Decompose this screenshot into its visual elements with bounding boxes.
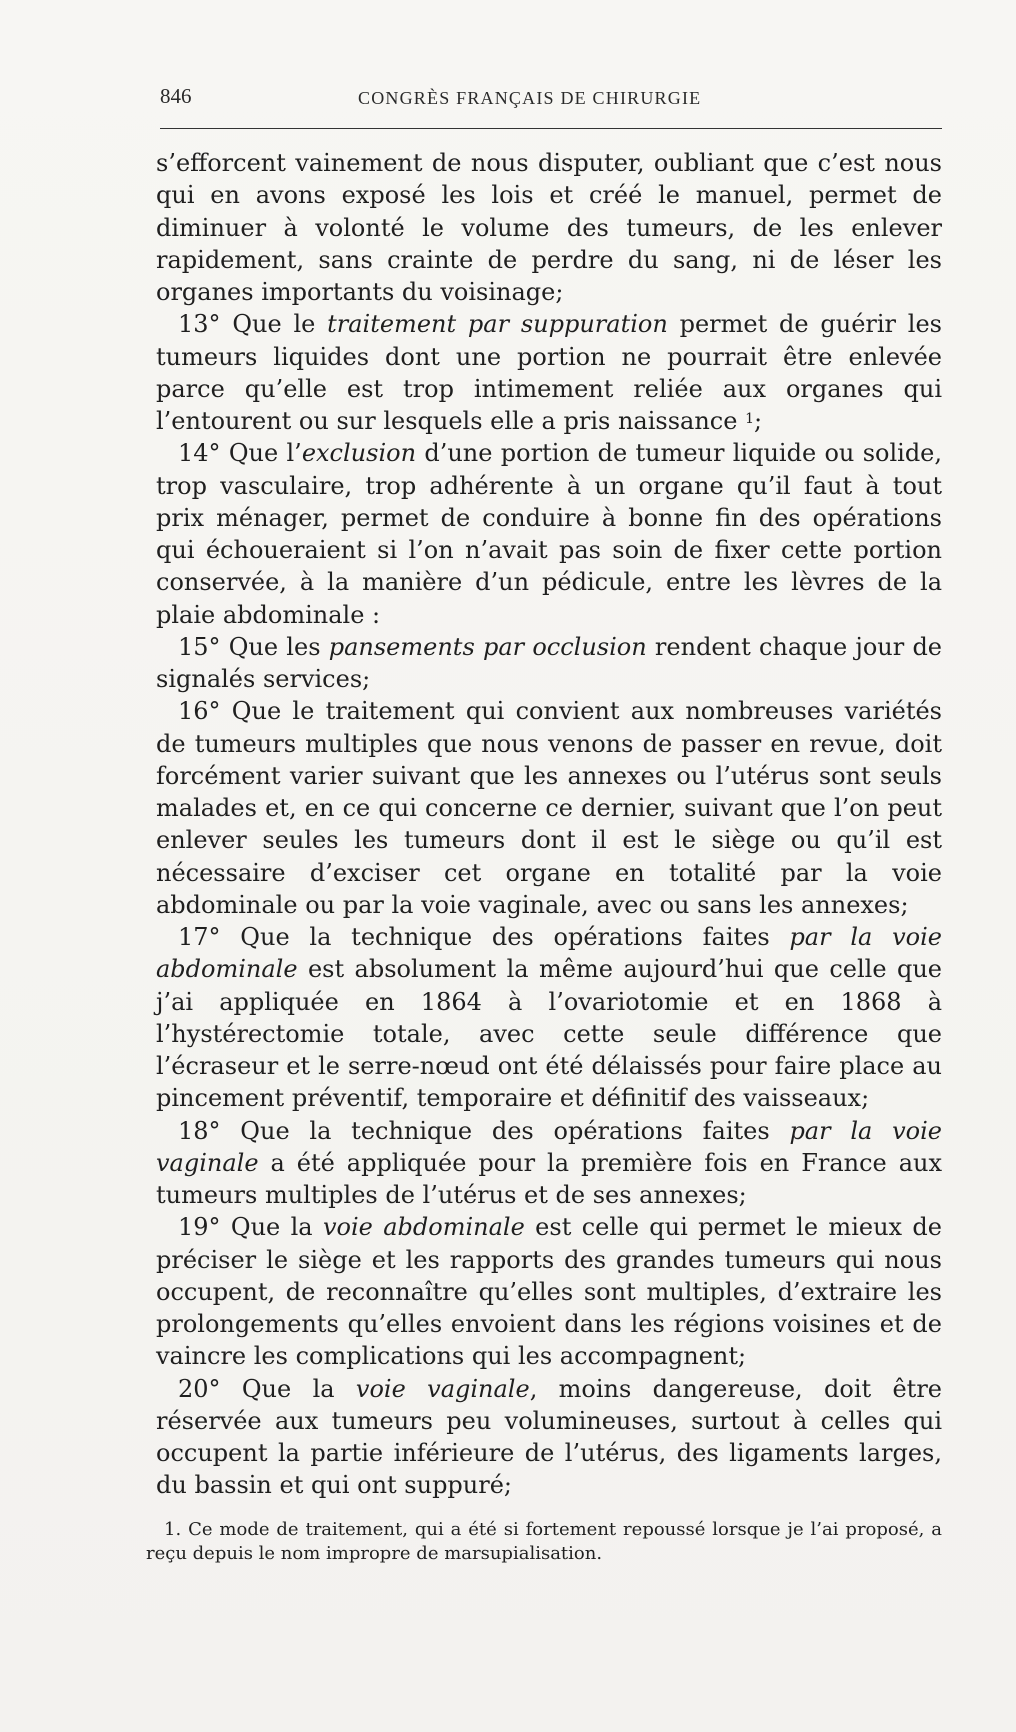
text-run: 14° Que l’ <box>178 439 302 468</box>
italic-run: pansements par occlusion <box>328 632 647 661</box>
italic-run: par la voie vaginale <box>156 1116 942 1177</box>
text-run: 17° Que la technique des opérations faites <box>178 923 790 951</box>
paragraph-18 <box>156 1115 942 1212</box>
footnote <box>146 1518 942 1566</box>
footnote-text: 1. Ce mode de traitement, qui a été si fortement repoussé lorsque je l’ai proposé, a reçu depuis le nom impropre de marsupialisation. <box>146 1519 942 1564</box>
page-number: 846 <box>160 84 192 108</box>
paragraph-14 <box>156 437 942 631</box>
text-run: 16° Que le traitement qui convient aux nombreuses variétés de tumeurs multiples que nous venons de passer en revue, doit forcément varier suivant que les annexes ou l’utérus sont seuls malades et, en ce qui concerne ce dernier, suivant que l’on peut enlever seules les tumeurs dont il est le siège ou qu’il est nécessaire d’exciser cet organe en totalité par la voie abdominale ou par la voie vaginale, avec ou sans les annexes; <box>156 697 942 919</box>
text-run: est absolument la même aujourd’hui que celle que j’ai appliquée en 1864 à l’ovariotomie et en 1868 à l’hystérectomie totale, avec cette seule différence que l’écraseur et le serre-nœud ont été délaissés pour faire place au pincement préventif, temporaire et définitif des vaisseaux; <box>156 955 942 1113</box>
paragraph-15 <box>156 631 942 696</box>
italic-run: traitement par suppuration <box>327 310 668 339</box>
text-run: permet de guérir les tumeurs liquides dont une portion ne pourrait être enlevée parce qu’elle est trop intimement reliée aux organes qui l’entourent ou sur lesquels elle a pris naissance <box>156 310 942 435</box>
text-run: s’efforcent vainement de nous disputer, oubliant que c’est nous qui en avons exposé les lois et créé le manuel, permet de diminuer à volonté le volume des tumeurs, de les enlever rapidement, sans crainte de perdre du sang, ni de léser les organes importants du voisinage; <box>156 149 942 306</box>
paragraph-20 <box>156 1373 942 1502</box>
text-run: , moins dangereuse, doit être réservée aux tumeurs peu volumineuses, surtout à celles qui occupent la partie inférieure de l’utérus, des ligaments larges, du bassin et qui ont suppuré; <box>156 1374 943 1500</box>
paragraph-0 <box>156 147 942 308</box>
italic-run: voie vaginale <box>355 1374 530 1403</box>
text-run: 13° Que le <box>178 310 328 339</box>
text-run: rendent chaque jour de signalés services; <box>156 632 943 693</box>
paragraph-17 <box>156 921 942 1115</box>
footnote-marker: 1 <box>745 411 754 427</box>
main-text <box>156 147 942 1502</box>
italic-run: par la voie abdominale <box>156 923 942 984</box>
italic-run: voie abdominale <box>322 1213 525 1242</box>
page-header <box>160 84 942 124</box>
text-run: est celle qui permet le mieux de préciser le siège et les rapports des grandes tumeurs qui nous occupent, de reconnaître qu’elles sont multiples, d’extraire les prolongements qu’elles envoient dans les régions voisines et de vaincre les complications qui les accompagnent; <box>156 1213 943 1371</box>
paragraph-16 <box>156 695 942 921</box>
text-run: a été appliquée pour la première fois en France aux tumeurs multiples de l’utérus et de ses annexes; <box>156 1148 942 1209</box>
text-run: ; <box>754 407 763 435</box>
header-rule <box>160 128 942 129</box>
italic-run: exclusion <box>301 439 417 468</box>
running-title: CONGRÈS FRANÇAIS DE CHIRURGIE <box>358 88 702 108</box>
text-run: 15° Que les <box>178 632 329 661</box>
text-run: d’une portion de tumeur liquide ou solide, trop vasculaire, trop adhérente à un organe qu’il faut à tout prix ménager, permet de conduire à bonne fin des opérations qui échoueraient si l’on n’avait pas soin de fixer cette portion conservée, à la manière d’un pédicule, entre les lèvres de la plaie abdominale : <box>156 439 943 629</box>
text-run: 19° Que la <box>178 1213 323 1242</box>
text-run: 18° Que la technique des opérations faites <box>178 1116 790 1145</box>
paragraph-13 <box>156 308 942 437</box>
text-run: 20° Que la <box>178 1374 356 1403</box>
paragraph-19 <box>156 1211 942 1372</box>
